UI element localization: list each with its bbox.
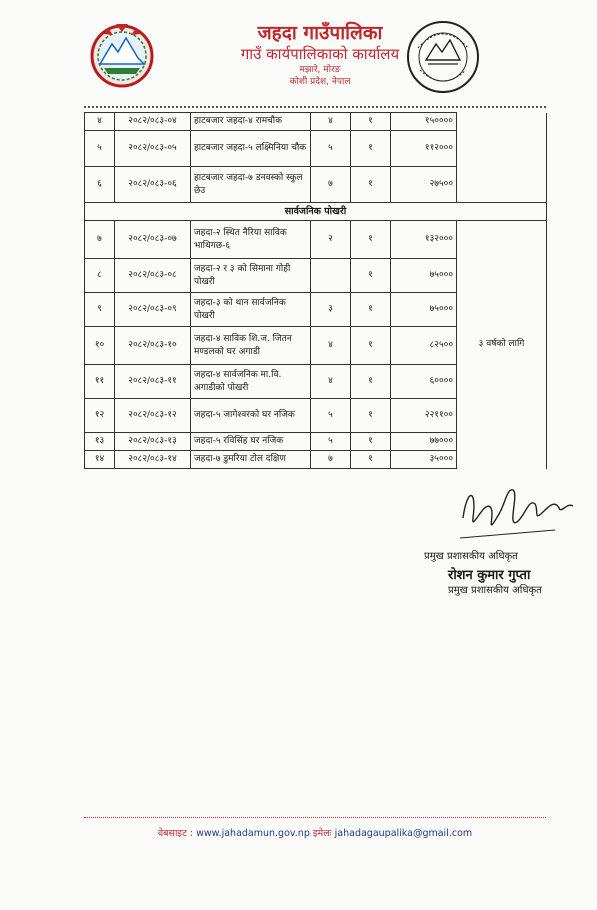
ward-number: ३ [311, 293, 351, 327]
serial-number: ५ [85, 131, 115, 167]
lease-code: २०८२/०८३-०७ [115, 221, 191, 259]
place-name: जहदा-५ रविसिंह घर नजिक [191, 433, 311, 451]
place-name: हाटबजार जहदा-७ डनवस्को स्कुल छेउ [191, 167, 311, 203]
email-label: इमेलः [312, 828, 332, 839]
place-name: हाटबजार जहदा-४ रामचौक [191, 113, 311, 131]
serial-number: ४ [85, 113, 115, 131]
place-name: जहदा-२ र ३ को सिमाना गोही पोखरी [191, 259, 311, 293]
amount: १३२००० [391, 221, 457, 259]
lease-code: २०८२/०८३-१२ [115, 399, 191, 433]
place-name: जहदा-४ सार्वजनिक मा.वि. अगाडीको पोखरी [191, 365, 311, 399]
signatory-post: प्रमुख प्रशासकीय अधिकृत [448, 585, 542, 596]
place-name: जहदा-५ जागेश्वरको घर नजिक [191, 399, 311, 433]
lease-code: २०८२/०८३-०५ [115, 131, 191, 167]
ward-number [311, 259, 351, 293]
amount: २२११०० [391, 399, 457, 433]
signatory-title: प्रमुख प्रशासकीय अधिकृत [424, 551, 518, 562]
office-province: कोशी प्रदेश, नेपाल [289, 77, 351, 87]
serial-number: ११ [85, 365, 115, 399]
quantity: १ [351, 221, 391, 259]
amount: २७५०० [391, 167, 457, 203]
letterhead [230, 22, 410, 88]
ward-number: ५ [311, 399, 351, 433]
signature-icon [455, 478, 580, 548]
quantity: १ [351, 167, 391, 203]
signatory-name: रोशन कुमार गुप्ता [448, 568, 531, 583]
amount: ६०००० [391, 365, 457, 399]
quantity: १ [351, 293, 391, 327]
lease-code: २०८२/०८३-११ [115, 365, 191, 399]
ward-number: ४ [311, 365, 351, 399]
serial-number: १३ [85, 433, 115, 451]
lease-code: २०८२/०८३-०९ [115, 293, 191, 327]
table-body-top [85, 113, 547, 203]
quantity: १ [351, 451, 391, 469]
amount: ३५००० [391, 451, 457, 469]
section-title: सार्वजनिक पोखरी [85, 203, 547, 221]
ward-number: ४ [311, 327, 351, 365]
table-section [85, 203, 547, 221]
email-link[interactable]: jahadagaupalika@gmail.com [334, 828, 473, 839]
quantity: १ [351, 399, 391, 433]
amount: १५०००० [391, 113, 457, 131]
place-name: जहदा-२ स्थित नैरिया साविक भाथिगछ-६ [191, 221, 311, 259]
municipality-title: जहदा गाउँपालिका [257, 22, 383, 44]
amount: ७७००० [391, 433, 457, 451]
quantity: १ [351, 113, 391, 131]
office-seal-icon [404, 18, 482, 96]
ward-number: ५ [311, 433, 351, 451]
footer [84, 826, 546, 839]
serial-number: १२ [85, 399, 115, 433]
ward-number: ४ [311, 113, 351, 131]
website-label: वेबसाइट : [157, 828, 194, 839]
lease-code: २०८२/०८३-०४ [115, 113, 191, 131]
serial-number: ७ [85, 221, 115, 259]
lease-code: २०८२/०८३-०६ [115, 167, 191, 203]
amount: ७५००० [391, 293, 457, 327]
serial-number: ९ [85, 293, 115, 327]
table-body-bottom [85, 221, 547, 469]
ward-number: ७ [311, 451, 351, 469]
nepal-emblem-icon [86, 18, 158, 90]
serial-number: १० [85, 327, 115, 365]
duration-note [457, 113, 547, 203]
lease-table [84, 112, 547, 469]
serial-number: ८ [85, 259, 115, 293]
lease-code: २०८२/०८३-१० [115, 327, 191, 365]
table-row [85, 221, 547, 259]
amount: ८२५०० [391, 327, 457, 365]
quantity: १ [351, 327, 391, 365]
section-row [85, 203, 547, 221]
amount: ११२००० [391, 131, 457, 167]
footer-divider [84, 817, 546, 818]
quantity: १ [351, 131, 391, 167]
ward-number: २ [311, 221, 351, 259]
place-name: हाटबजार जहदा-५ लक्ष्मिनिया चौक [191, 131, 311, 167]
quantity: १ [351, 433, 391, 451]
ward-number: ७ [311, 167, 351, 203]
amount: ७५००० [391, 259, 457, 293]
duration-note: ३ वर्षको लागि [457, 221, 547, 469]
lease-code: २०८२/०८३-१३ [115, 433, 191, 451]
ward-number: ५ [311, 131, 351, 167]
lease-code: २०८२/०८३-१४ [115, 451, 191, 469]
serial-number: १४ [85, 451, 115, 469]
serial-number: ६ [85, 167, 115, 203]
lease-code: २०८२/०८३-०८ [115, 259, 191, 293]
quantity: १ [351, 365, 391, 399]
website-link[interactable]: www.jahadamun.gov.np [196, 828, 310, 839]
office-address: मझारे, मोरङ [299, 65, 341, 75]
header-divider [84, 106, 546, 108]
place-name: जहदा-७ डुमरिया टोल दक्षिण [191, 451, 311, 469]
place-name: जहदा-४ साविक शि.ज. जितन मण्डलको घर अगाडी [191, 327, 311, 365]
office-subtitle: गाउँ कार्यपालिकाको कार्यालय [240, 45, 400, 63]
quantity: १ [351, 259, 391, 293]
place-name: जहदा-३ को थान सार्वजनिक पोखरी [191, 293, 311, 327]
table-row [85, 113, 547, 131]
